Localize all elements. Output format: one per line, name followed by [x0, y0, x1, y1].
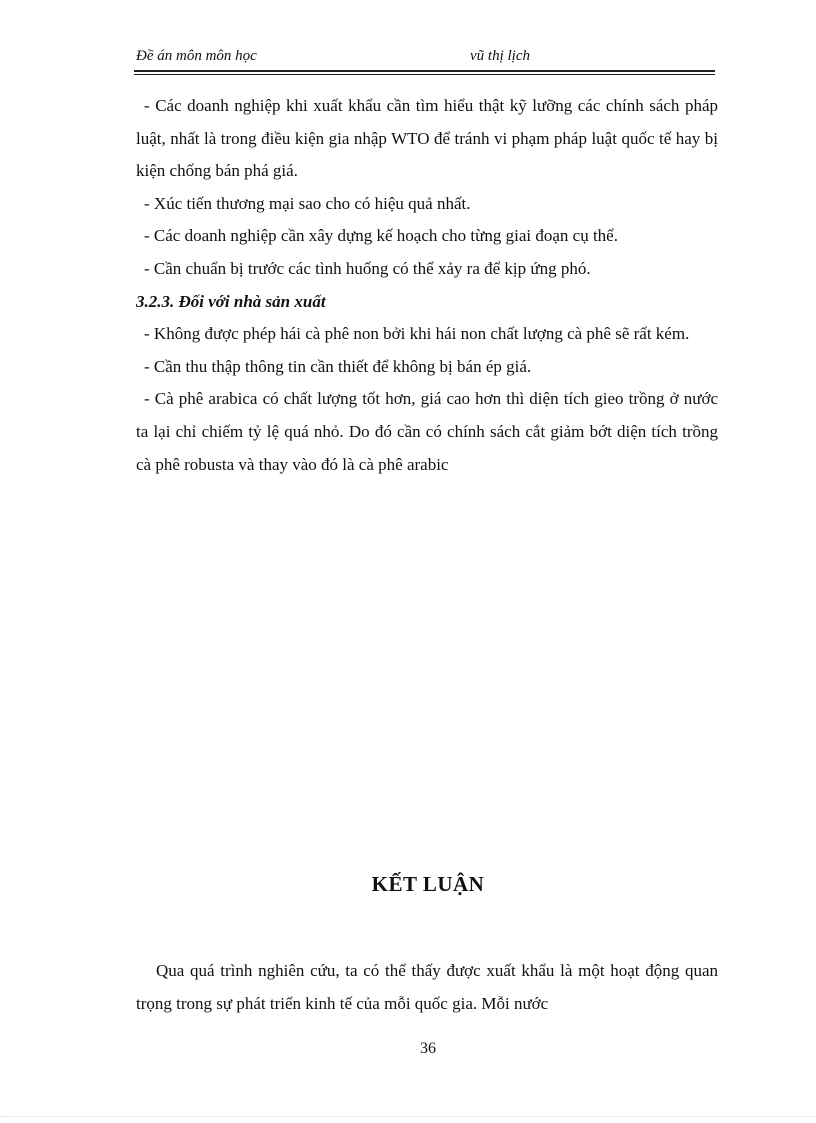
- conclusion-paragraph: Qua quá trình nghiên cứu, ta có thể thấy được xuất khẩu là một hoạt động quan trọng trong sự phát triển kinh tế của mỗi quốc gia. Mỗi nước: [136, 961, 718, 1013]
- list-item: - Các doanh nghiệp khi xuất khẩu cần tìm hiểu thật kỹ lưỡng các chính sách pháp luật, nhất là trong điều kiện gia nhập WTO để tránh vi phạm pháp luật quốc tế hay bị kiện chống bán phá giá.: [136, 96, 718, 181]
- list-item: - Không được phép hái cà phê non bởi khi hái non chất lượng cà phê sẽ rất kém.: [144, 324, 690, 344]
- list-item: - Các doanh nghiệp cần xây dựng kế hoạch cho từng giai đoạn cụ thể.: [144, 226, 618, 246]
- conclusion-title: KẾT LUẬN: [371, 872, 485, 896]
- header-author: vũ thị lịch: [470, 48, 530, 64]
- header-rule-thin: [134, 74, 715, 75]
- page-bottom-border: [0, 1116, 816, 1117]
- list-item: - Cần thu thập thông tin cần thiết để không bị bán ép giá.: [144, 356, 532, 376]
- conclusion-text: [136, 955, 718, 1020]
- list-item: - Cần chuẩn bị trước các tình huống có thể xảy ra để kịp ứng phó.: [144, 258, 591, 278]
- page-header: [134, 48, 714, 68]
- page-number: 36: [420, 1040, 436, 1057]
- section-heading: 3.2.3. Đối với nhà sản xuất: [136, 291, 326, 311]
- header-document-title: Đề án môn môn học: [136, 48, 257, 64]
- list-item: - Cà phê arabica có chất lượng tốt hơn, giá cao hơn thì diện tích gieo trồng ở nước ta lại chỉ chiếm tỷ lệ quá nhỏ. Do đó cần có chính sách cắt giảm bớt diện tích trồng cà phê robusta và thay vào đó là cà phê arabic: [136, 389, 718, 474]
- list-item: - Xúc tiến thương mại sao cho có hiệu quả nhất.: [144, 193, 471, 213]
- main-text: [136, 90, 718, 481]
- header-rule-thick: [134, 70, 715, 72]
